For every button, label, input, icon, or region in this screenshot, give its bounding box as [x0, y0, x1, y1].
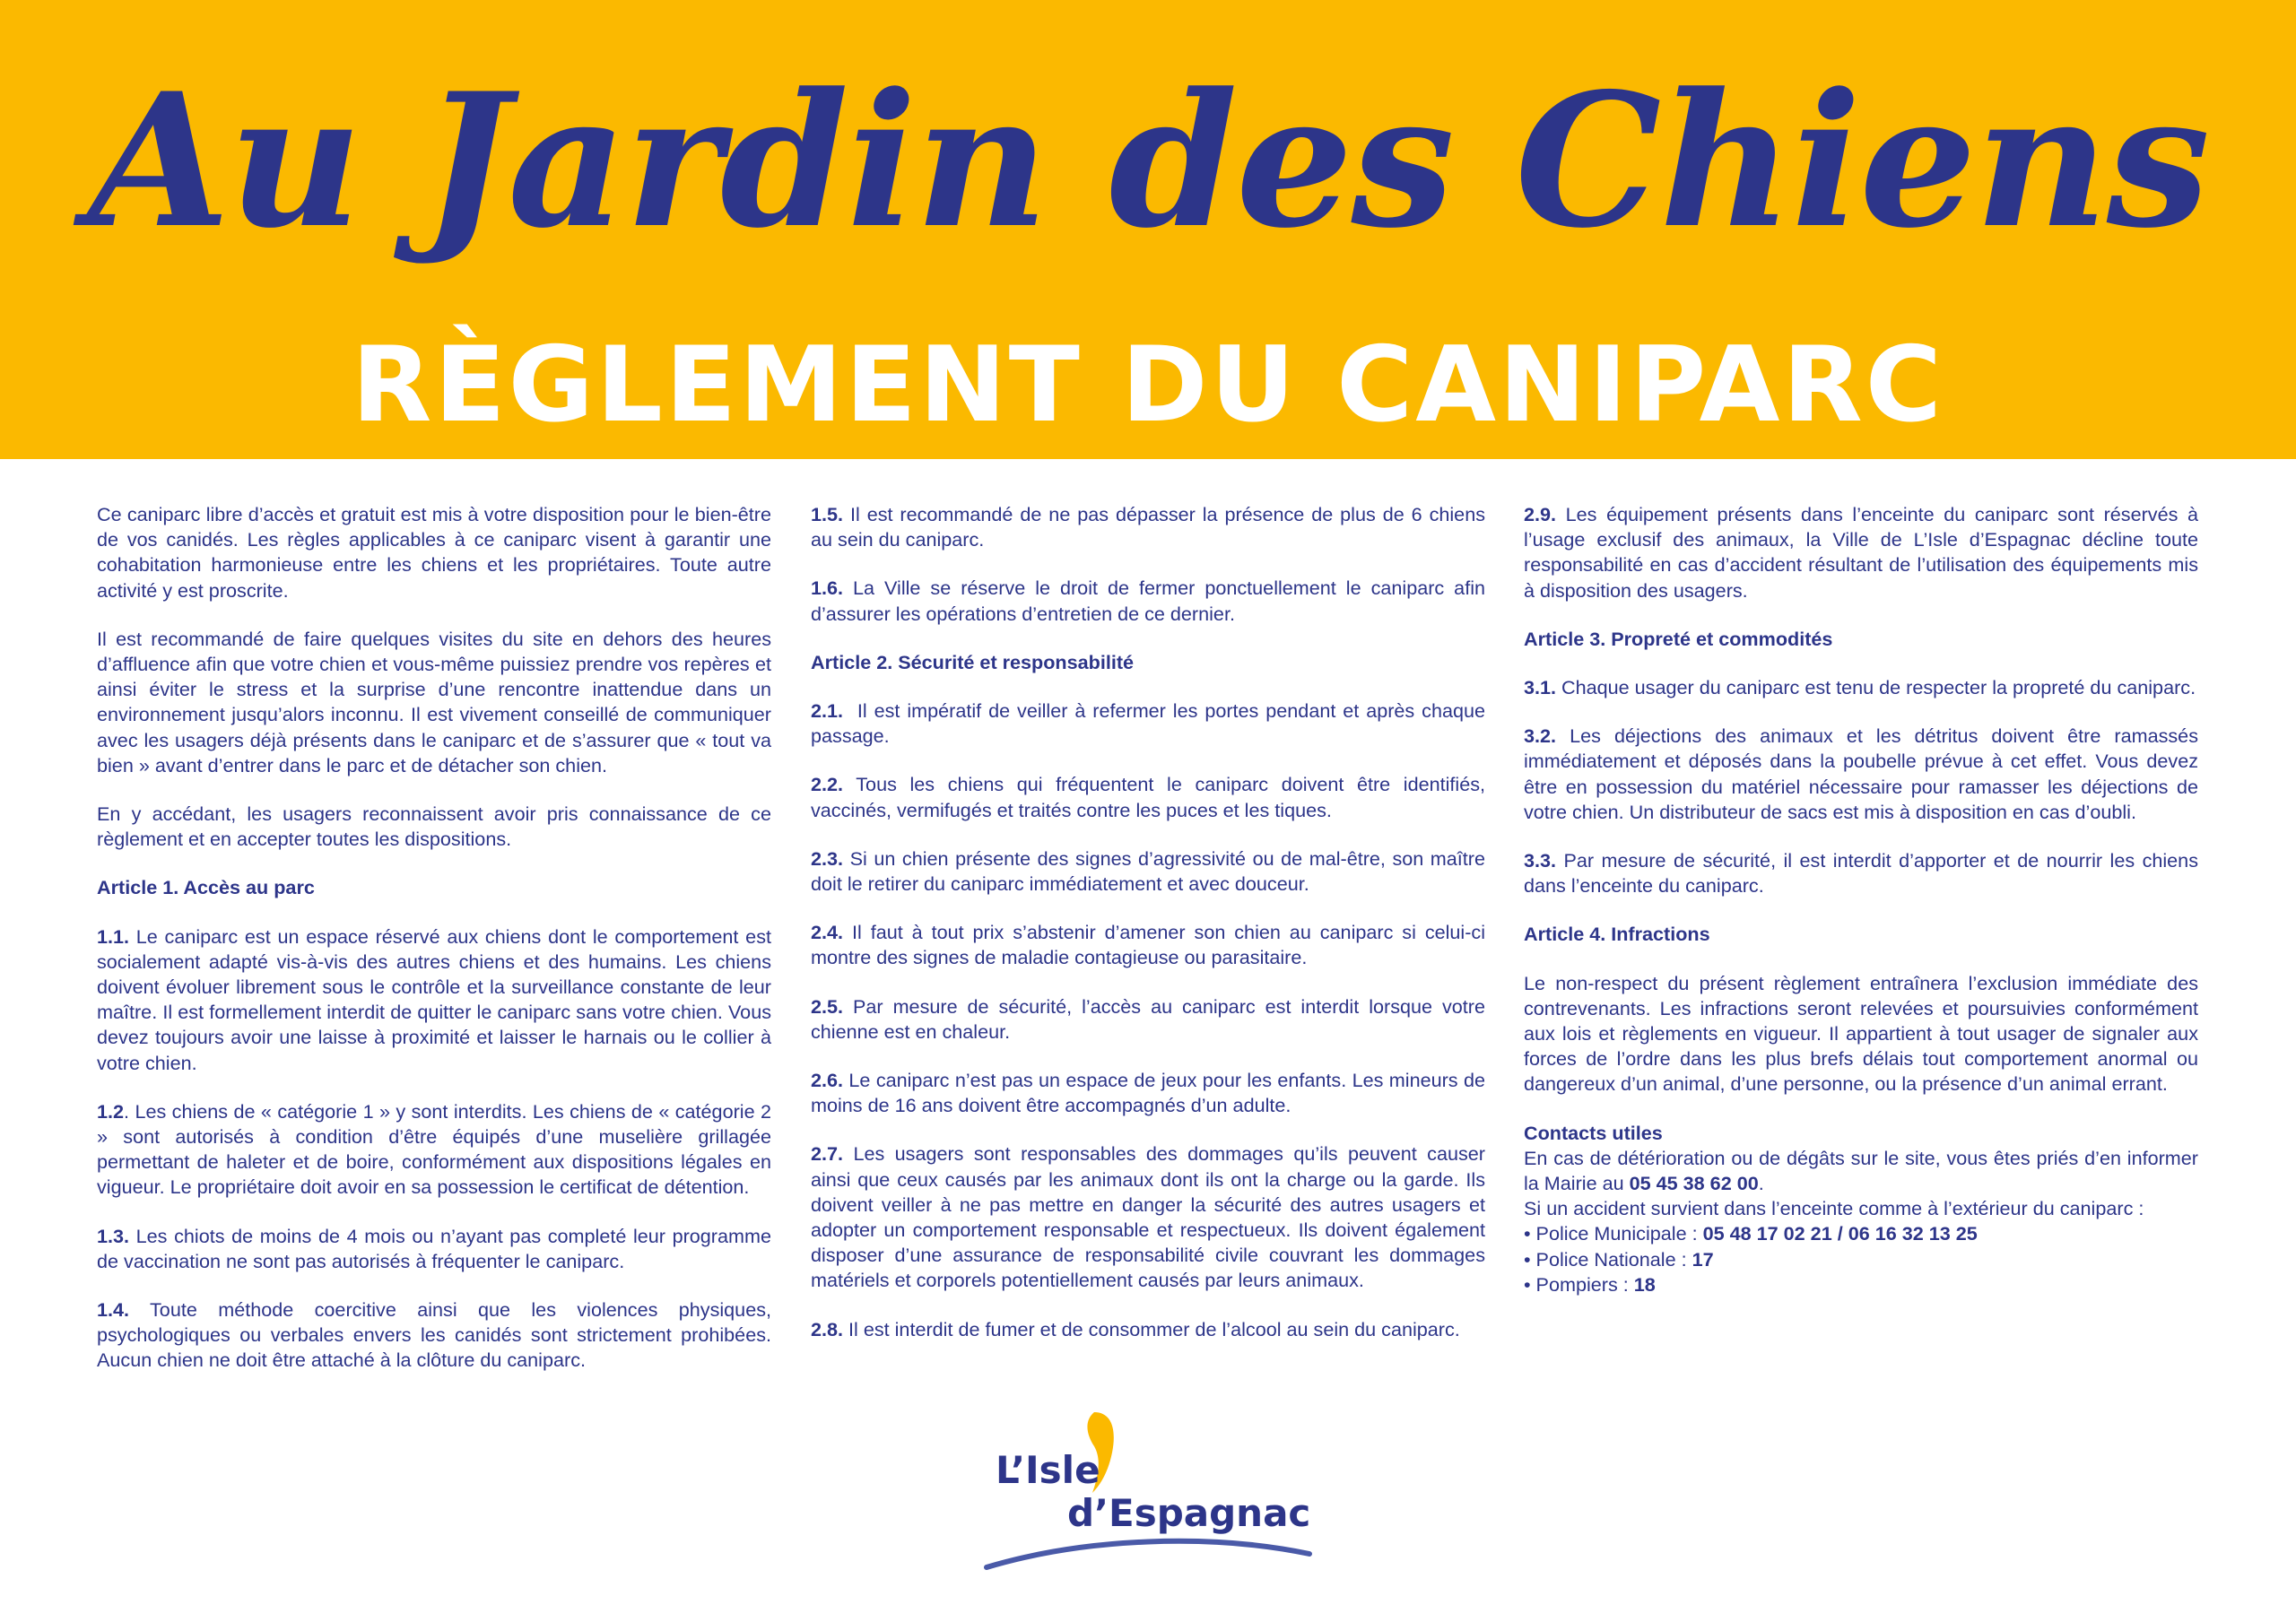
article-2-2 — [811, 772, 1485, 822]
contact-label: • Police Nationale : — [1524, 1247, 1687, 1271]
article-text: Il est recommandé de ne pas dépasser la présence de plus de 6 chiens au sein du caniparc. — [811, 503, 1486, 551]
article-1-heading: Article 1. Accès au parc — [97, 876, 315, 899]
article-text: Les équipement présents dans l’enceinte du caniparc sont réservés à l’usage exclusif des animaux, la Ville de L’Isle d’Espagnac décline toute responsabilité en cas d’accident résultant de l’utilisation des équipements mis à disposition des usagers. — [1524, 503, 2199, 602]
article-3-2 — [1524, 724, 2198, 825]
intro-paragraph-3: En y accédant, les usagers reconnaissent avoir pris connaissance de ce règlement et en accepter toutes les dispositions. — [97, 802, 771, 851]
article-number: 2.9. — [1524, 503, 1557, 525]
contacts-section — [1524, 1121, 2198, 1297]
article-text: Si un chien présente des signes d’agressivité ou de mal-être, son maître doit le retirer du caniparc immédiatement et avec douceur. — [811, 846, 1486, 896]
contacts-mairie: En cas de détérioration ou de dégâts sur le site, vous êtes priés d’en informer la Mairie au 05 45 38 62 00. — [1524, 1146, 2198, 1195]
article-2-4 — [811, 920, 1485, 970]
contacts-mairie-text: En cas de détérioration ou de dégâts sur le site, vous êtes priés d’en informer la Mairie au — [1524, 1146, 2198, 1195]
article-number: 2.3. — [811, 846, 844, 870]
contact-phone: 05 48 17 02 21 / 06 16 32 13 25 — [1702, 1222, 1978, 1245]
contacts-heading: Contacts utiles — [1524, 1121, 1663, 1144]
column-3 — [1524, 502, 2198, 1297]
article-text: Les chiots de moins de 4 mois ou n’ayant pas completé leur programme de vaccination ne sont pas autorisés à fréquenter le caniparc. — [97, 1224, 771, 1272]
article-number: 1.3. — [97, 1224, 130, 1247]
article-text: Il faut à tout prix s’abstenir d’amener son chien au caniparc si celui-ci montre des signes de maladie contagieuse ou parasitaire. — [811, 921, 1486, 969]
intro-paragraph-2: Il est recommandé de faire quelques visites du site en dehors des heures d’affluence afin que votre chien et vous-même puissiez prendre vos repères et ainsi éviter le stress et la surprise d’une rencontre inattendue dans un environnement jusqu’alors inconnu. Il est vivement conseillé de communiquer avec les usagers déjà présents dans le caniparc et de s’assurer que « tout va bien » avant d’entrer dans le parc et de détacher son chien. — [97, 627, 771, 776]
article-text: Il est interdit de fumer et de consommer de l’alcool au sein du caniparc. — [848, 1317, 1460, 1340]
article-text: Chaque usager du caniparc est tenu de respecter la propreté du caniparc. — [1561, 676, 2196, 699]
article-number: 3.3. — [1524, 849, 1557, 872]
article-2-9 — [1524, 502, 2198, 603]
article-2-1 — [811, 698, 1485, 749]
article-2-6 — [811, 1068, 1485, 1118]
article-3-heading: Article 3. Propreté et commodités — [1524, 627, 1833, 650]
article-number: 2.5. — [811, 994, 844, 1018]
article-text: Les déjections des animaux et les détritus doivent être ramassés immédiatement et déposés dans la poubelle prévue à cet effet. Vous devez être en possession du matériel nécessaire pour ramasser les déjections de votre chien. Un distributeur de sacs est mis à disposition en cas d’oubli. — [1524, 724, 2198, 823]
page-subtitle: RÈGLEMENT DU CANIPARC — [352, 325, 1944, 446]
article-text: Par mesure de sécurité, l’accès au caniparc est interdit lorsque votre chienne est en chaleur. — [811, 994, 1485, 1043]
article-text: Les usagers sont responsables des dommages qu’ils peuvent causer ainsi que ceux causés par les animaux dont ils ont la charge ou la garde. Ils doivent veiller à ne pas mettre en danger la sécurité des autres usagers et adopter un comportement responsable et respectueux. Ils doivent également disposer d’une assurance de responsabilité civile couvrant les dommages matériels et corporels potentiellement causés par leurs animaux. — [811, 1142, 1485, 1292]
article-text: Il est impératif de veiller à refermer les portes pendant et après chaque passage. — [811, 699, 1485, 748]
logo-text-line2: d’Espagnac — [1067, 1491, 1311, 1535]
contact-label: • Police Municipale : — [1524, 1222, 1698, 1245]
article-text: Le caniparc est un espace réservé aux chiens dont le comportement est socialement adapté vis-à-vis des autres chiens et des humains. Les chiens doivent évoluer librement sous le contrôle et la surveillance constante de leur maître. Il est formellement interdit de quitter le caniparc sans votre chien. Vous devez toujours avoir une laisse à proximité et laisser le harnais ou le collier à votre chien. — [97, 924, 771, 1074]
article-number: 2.6. — [811, 1069, 844, 1092]
page-title: Au Jardin des Chiens — [87, 54, 2209, 269]
article-number: 2.4. — [811, 921, 844, 944]
article-number: 2.7. — [811, 1142, 844, 1166]
article-1-1 — [97, 924, 771, 1076]
article-4-heading: Article 4. Infractions — [1524, 923, 1710, 946]
intro-paragraph-1: Ce caniparc libre d’accès et gratuit est mis à votre disposition pour le bien-être de vos canidés. Les règles applicables à ce caniparc visent à garantir une cohabitation harmonieuse entre les chiens et les propriétaires. Toute autre activité y est proscrite. — [97, 503, 771, 602]
contact-label: • Pompiers : — [1524, 1272, 1629, 1296]
contact-pompiers — [1524, 1272, 2198, 1297]
article-text: La Ville se réserve le droit de fermer ponctuellement le caniparc afin d’assurer les opérations d’entretien de ce dernier. — [811, 577, 1485, 625]
article-number: 2.2. — [811, 773, 844, 796]
column-1 — [97, 502, 771, 1397]
article-2-7 — [811, 1141, 1485, 1293]
contact-police-municipale — [1524, 1221, 2198, 1246]
article-text: Le caniparc n’est pas un espace de jeux pour les enfants. Les mineurs de moins de 16 ans doivent être accompagnés d’un adulte. — [811, 1069, 1486, 1117]
contact-phone: 17 — [1692, 1247, 1714, 1271]
article-number: 1.4. — [97, 1298, 130, 1322]
article-text: . Les chiens de « catégorie 1 » y sont interdits. Les chiens de « catégorie 2 » sont autorisés à condition d’être équipés d’une muselière grillagée permettant de haleter et de boire, conformément aux dispositions légales en vigueur. Le propriétaire doit avoir en sa possession le certificat de détention. — [97, 1099, 771, 1199]
contact-police-nationale — [1524, 1247, 2198, 1272]
article-4-text: Le non-respect du présent règlement entraînera l’exclusion immédiate des contrevenants. Les infractions seront relevées et poursuivies conformément aux lois et règlements en vigueur. Il appartient à tout usager de signaler aux forces de l’ordre dans les plus brefs délais tout comportement anormal ou dangereux d’un animal, d’une personne, ou la présence d’un animal errant. — [1524, 971, 2198, 1096]
article-1-3 — [97, 1224, 771, 1274]
article-2-heading: Article 2. Sécurité et responsabilité — [811, 650, 1135, 673]
contacts-accident-text: Si un accident survient dans l’enceinte comme à l’extérieur du caniparc : — [1524, 1197, 2144, 1220]
logo-swoosh — [987, 1541, 1309, 1567]
article-text: Par mesure de sécurité, il est interdit d’apporter et de nourrir les chiens dans l’enceinte du caniparc. — [1524, 849, 2198, 898]
article-3-3 — [1524, 848, 2198, 898]
logo-text-line1: L’Isle — [996, 1448, 1100, 1492]
article-1-5 — [811, 502, 1485, 552]
header-banner — [0, 0, 2296, 459]
article-1-2 — [97, 1099, 771, 1201]
article-2-5 — [811, 994, 1485, 1045]
article-text: Tous les chiens qui fréquentent le caniparc doivent être identifiés, vaccinés, vermifugés et traités contre les puces et les tiques. — [811, 773, 1485, 821]
article-3-1 — [1524, 675, 2198, 700]
article-number: 3.1. — [1524, 676, 1557, 699]
article-number: 1.6. — [811, 577, 844, 600]
article-number: 1.1. — [97, 924, 130, 948]
article-number: 1.2 — [97, 1099, 125, 1123]
article-2-3 — [811, 846, 1485, 897]
contact-phone: 18 — [1633, 1272, 1656, 1296]
article-1-6 — [811, 576, 1485, 626]
city-logo — [978, 1403, 1336, 1583]
article-number: 2.1. — [811, 699, 844, 723]
article-text: Toute méthode coercitive ainsi que les violences physiques, psychologiques ou verbales envers les canidés sont strictement prohibées. Aucun chien ne doit être attaché à la clôture du caniparc. — [97, 1298, 771, 1372]
column-2 — [811, 502, 1485, 1366]
article-number: 3.2. — [1524, 724, 1557, 748]
article-number: 1.5. — [811, 503, 844, 525]
article-2-8 — [811, 1317, 1485, 1342]
article-1-4 — [97, 1297, 771, 1374]
article-number: 2.8. — [811, 1317, 844, 1340]
mairie-phone: 05 45 38 62 00 — [1629, 1172, 1759, 1195]
